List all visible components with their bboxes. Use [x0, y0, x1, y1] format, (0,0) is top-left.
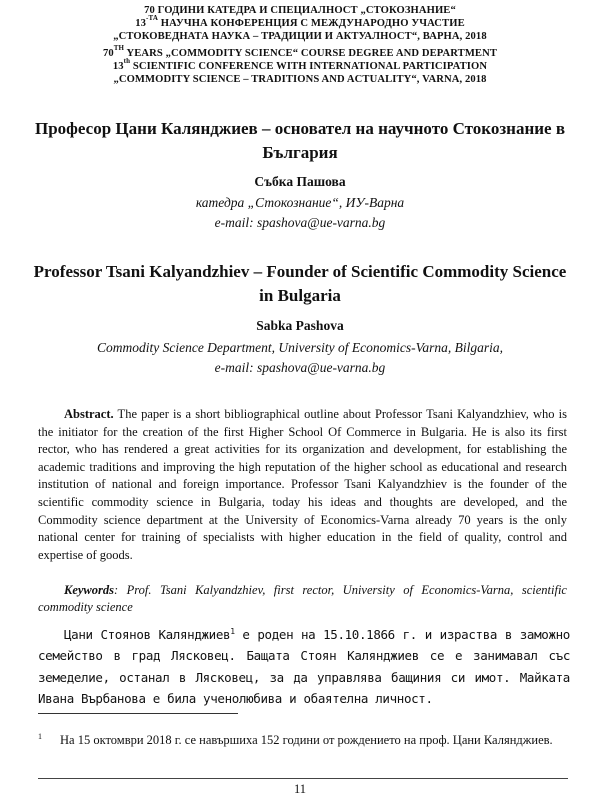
header-en-line-1: [0, 44, 600, 60]
conference-header: [0, 4, 600, 86]
abstract-label: Abstract.: [64, 407, 114, 421]
affiliation-en: [0, 338, 600, 378]
header-en-line-3: „COMMODITY SCIENCE – TRADITIONS AND ACTUALITY“, VARNA, 2018: [113, 74, 487, 85]
header-en-line-1-text: YEARS „COMMODITY SCIENCE“ COURSE DEGREE AND DEPARTMENT: [124, 48, 498, 59]
header-bg-line-3: „СТОКОВЕДНАТА НАУКА – ТРАДИЦИИ И АКТУАЛНОСТ“, ВАРНА, 2018: [113, 31, 487, 42]
paper-title-en: Professor Tsani Kalyandzhiev – Founder of Scientific Commodity Science in Bulgaria: [33, 262, 567, 305]
header-bg-line-1: 70 ГОДИНИ КАТЕДРА И СПЕЦИАЛНОСТ „СТОКОЗНАНИЕ“: [144, 5, 456, 16]
footnote-text: На 15 октомври 2018 г. се навършиха 152 години от рождението на проф. Цани Калянджиев.: [60, 733, 553, 747]
header-bg-suffix: -ТА: [146, 14, 159, 23]
keywords-text: : Prof. Tsani Kalyandzhiev, first rector, University of Economics-Varna, scientific commodity science: [38, 583, 567, 614]
header-en-number-2: 13: [112, 61, 124, 72]
abstract-text: The paper is a short bibliographical outline about Professor Tsani Kalyandzhiev, who is the initiator for the creation of the first Higher School Of Commerce in Bulgaria. He is also its first rector, who has rendered a great activities for its organization and development, for establishing the academic traditions and improving the high reputation of the higher school as educational and research institution of national and foreign importance. Professor Tsani Kalyandzhiev is the founder of the scientific commodity science in Bulgaria, today his ideas and thoughts are developed, and the Commodity science department at the University of Economics-Varna already 70 years is the only national center for training of specialists with higher education in the field of quality, control and expertise of goods.: [38, 407, 567, 562]
email-bg: e-mail: spashova@ue-varna.bg: [214, 215, 386, 230]
header-en-suffix-1: TH: [113, 44, 125, 53]
footnote-separator: [38, 713, 238, 714]
email-en: e-mail: spashova@ue-varna.bg: [214, 360, 386, 375]
paper-title-bg: Професор Цани Калянджиев – основател на научното Стокознание в България: [34, 119, 566, 162]
footnote-mark: 1: [38, 732, 42, 741]
header-en-line-2: [0, 57, 600, 73]
abstract-paragraph: [38, 406, 567, 564]
keywords-paragraph: [38, 582, 567, 616]
bottom-rule: [38, 778, 568, 779]
affiliation-en-department: Commodity Science Department, University of Economics-Varna, Bilgaria,: [96, 340, 504, 355]
footnote: [38, 731, 570, 750]
footnote-reference[interactable]: 1: [230, 626, 235, 636]
body-text-part-2: е роден на 15.10.1866 г. и израства в заможно семейство в град Лясковец. Бащата Стоян Калянджиев се е занимавал със земеделие, останал в Лясковец, за да управлява бащиния си имот. Майката Ивана Върбанова е била ученолюбива и обаятелна личност.: [38, 627, 570, 707]
affiliation-bg: [0, 193, 600, 233]
keywords-label: Keywords: [64, 583, 114, 597]
author-name-bg: Събка Пашова: [254, 174, 346, 189]
page-number: 11: [293, 782, 307, 796]
body-paragraph: [38, 624, 570, 710]
header-bg-line-2: [0, 14, 600, 30]
author-name-en: Sabka Pashova: [256, 318, 344, 333]
header-en-suffix-2: th: [123, 57, 131, 66]
header-en-number-1: 70: [102, 48, 114, 59]
header-en-line-2-text: SCIENTIFIC CONFERENCE WITH INTERNATIONAL PARTICIPATION: [130, 61, 488, 72]
header-bg-number: 13: [135, 18, 147, 29]
body-text-part-1: Цани Стоянов Калянджиев: [64, 627, 231, 642]
header-bg-line-2-text: НАУЧНА КОНФЕРЕНЦИЯ С МЕЖДУНАРОДНО УЧАСТИЕ: [158, 18, 465, 29]
affiliation-bg-department: катедра „Стокознание“, ИУ-Варна: [195, 195, 405, 210]
